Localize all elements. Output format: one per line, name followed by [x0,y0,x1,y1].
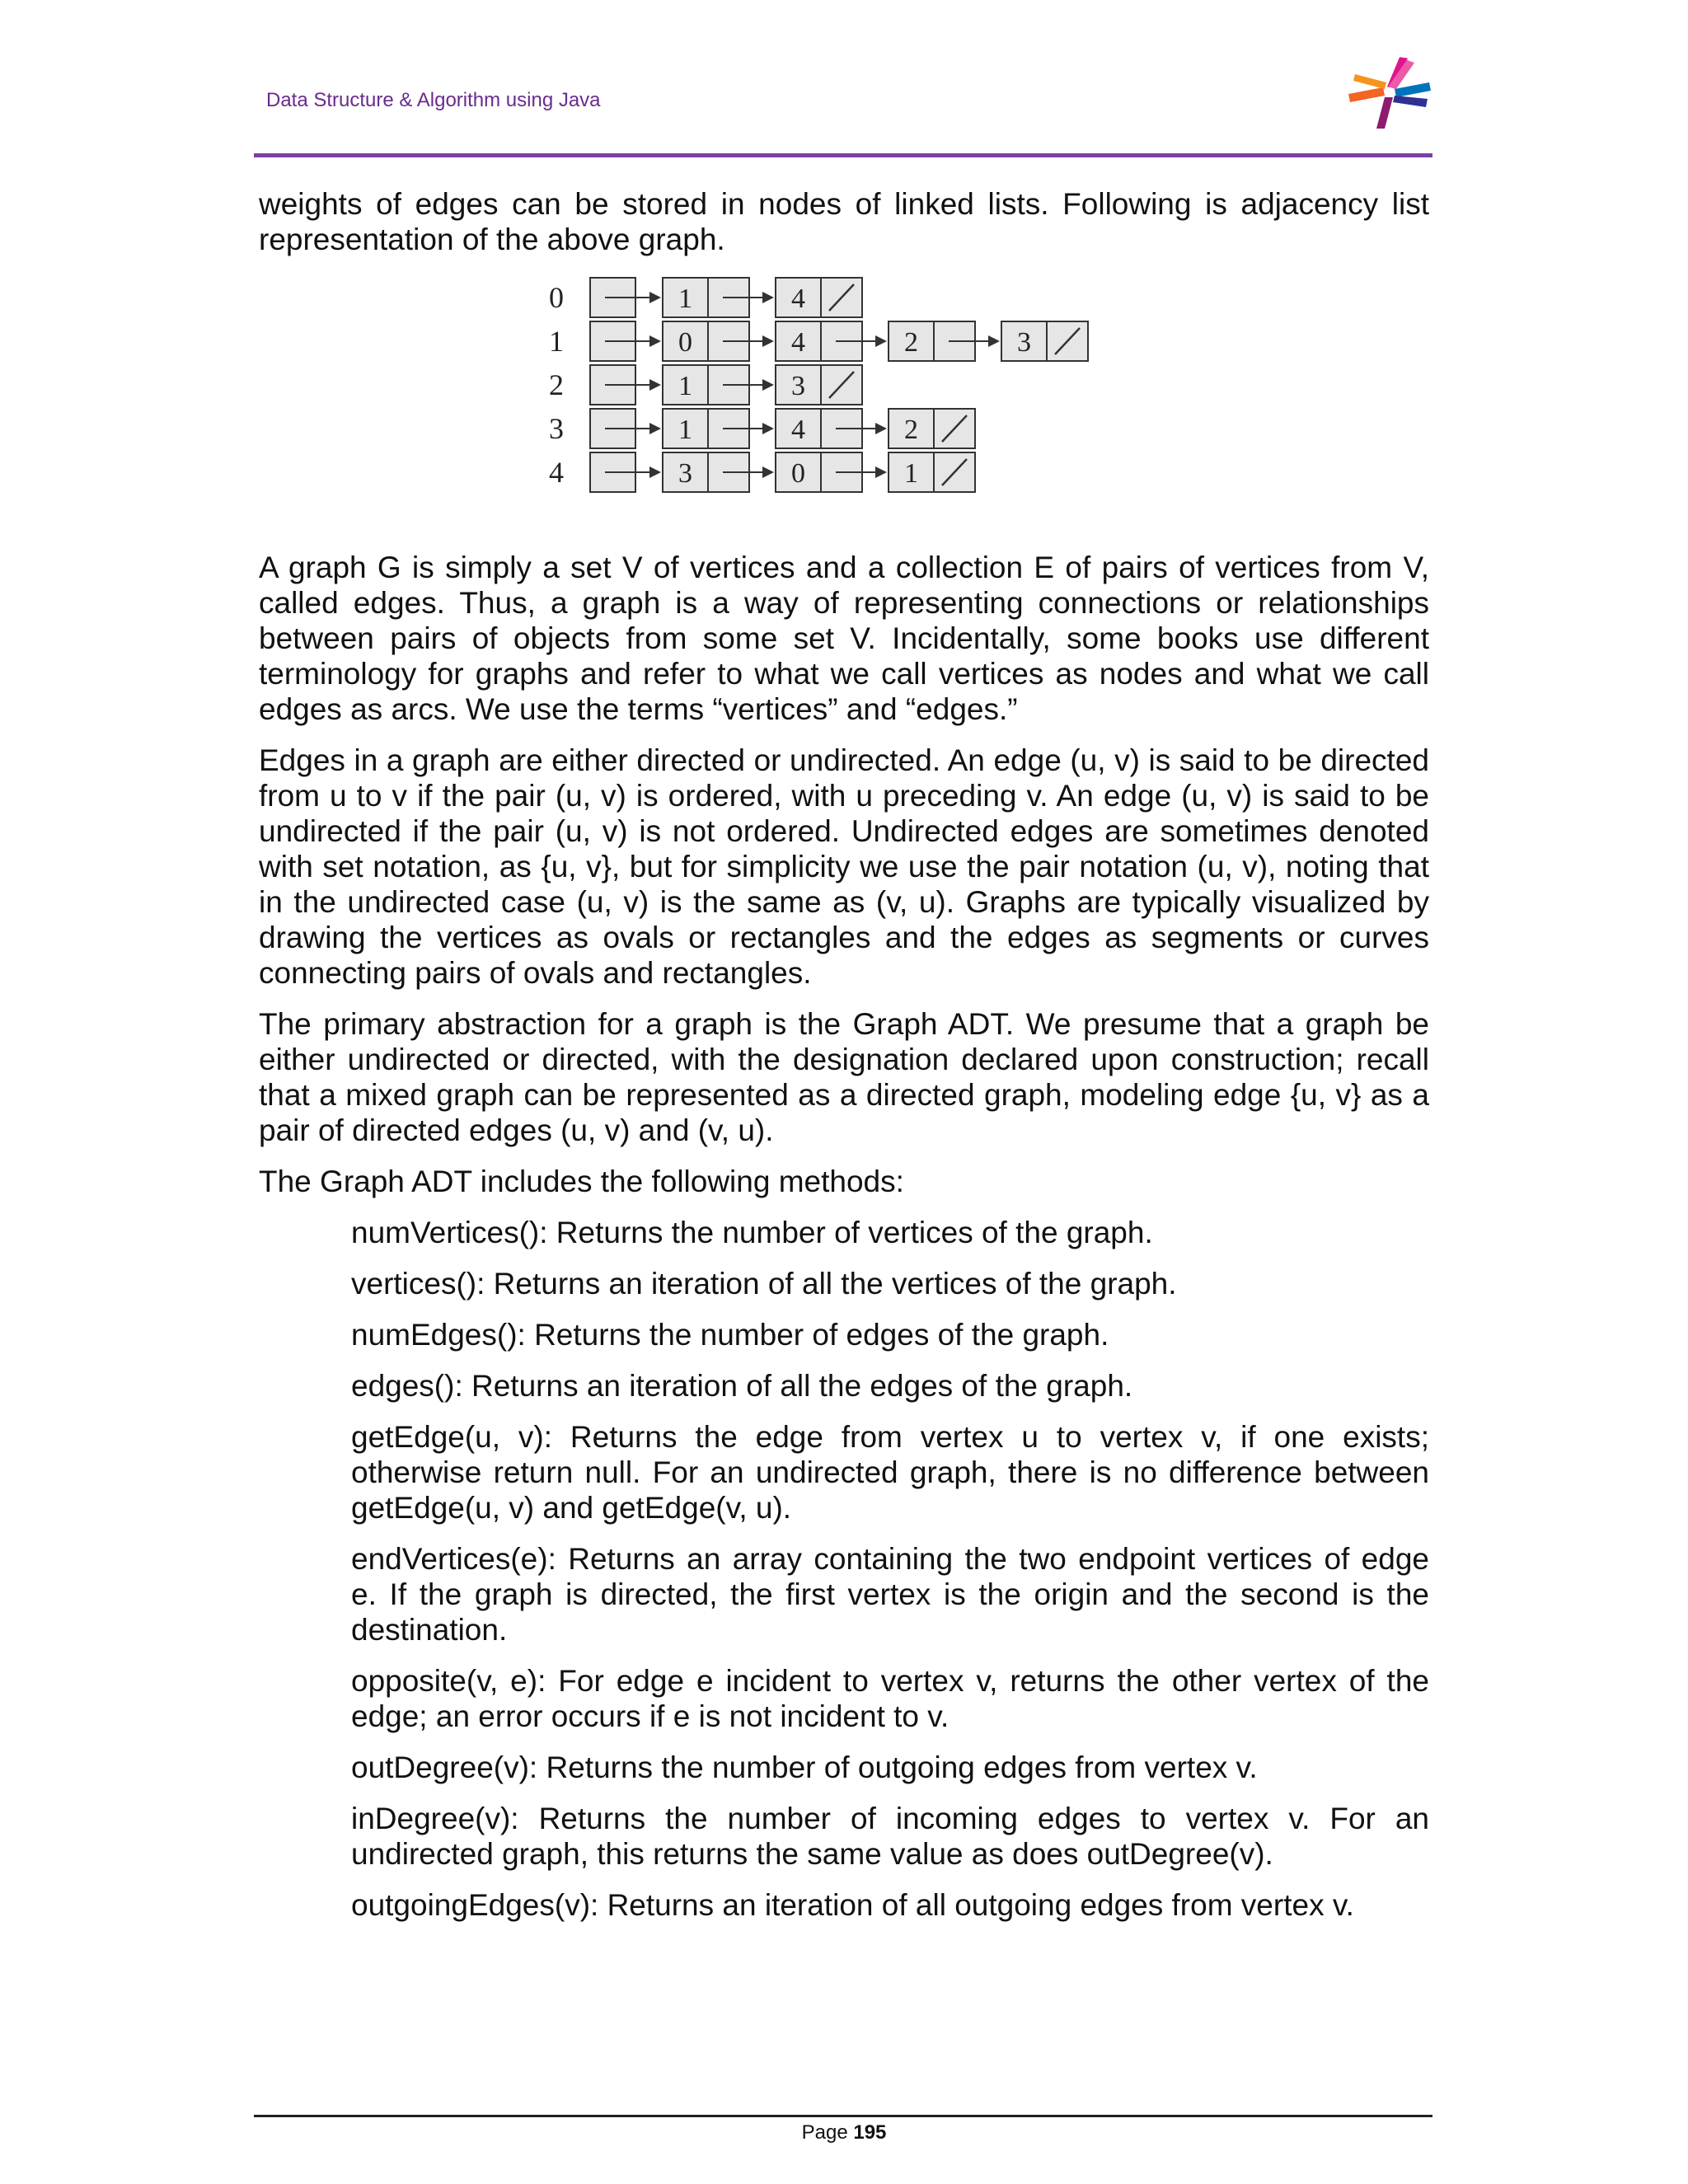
header-rule [254,153,1432,157]
pointer-arrowhead [762,335,774,347]
logo-petal [1393,96,1428,107]
method-numvertices: numVertices(): Returns the number of vertices of the graph. [351,1216,1153,1249]
method-outgoingedges: outgoingEdges(v): Returns an iteration of all outgoing edges from vertex v. [351,1888,1354,1922]
paragraph-methods-intro: The Graph ADT includes the following methods: [259,1165,904,1198]
pointer-arrowhead [649,292,661,303]
header-title: Data Structure & Algorithm using Java [266,89,601,111]
publisher-logo [1342,51,1437,134]
node-value: 1 [678,284,692,314]
page-label: Page [801,2121,848,2144]
page-content [259,186,1429,1938]
vertex-label: 3 [549,412,564,445]
pointer-arrowhead [875,423,887,434]
method-vertices: vertices(): Returns an iteration of all the vertices of the graph. [351,1267,1177,1301]
pointer-arrowhead [649,335,661,347]
node-value: 3 [791,371,805,401]
pointer-arrowhead [875,335,887,347]
pointer-arrowhead [875,466,887,478]
pointer-arrowhead [649,379,661,391]
logo-petal [1353,74,1386,89]
method-endvertices: endVertices(e): Returns an array containing the two endpoint vertices of edge e. If the graph is directed, the first vertex is the origin and the second is the destination. [351,1542,1429,1647]
pointer-arrowhead [762,292,774,303]
vertex-label: 4 [549,456,564,489]
vertex-label: 2 [549,368,564,401]
method-edges: edges(): Returns an iteration of all the edges of the graph. [351,1369,1133,1403]
node-value: 1 [678,371,692,401]
node-value: 0 [791,458,805,489]
footer-rule [254,2115,1432,2117]
logo-petal [1376,97,1393,129]
adjacency-list-diagram [549,273,1142,520]
vertex-label: 1 [549,325,564,358]
logo-petal [1348,87,1385,102]
paragraph-graph-adt: The primary abstraction for a graph is the Graph ADT. We presume that a graph be either undirected or directed, with the designation declared upon construction; recall that a mixed graph can be represented as a directed graph, modeling edge {u, v} as a pair of directed edges (u, v) and (v, u). [259,1007,1429,1147]
method-opposite: opposite(v, e): For edge e incident to vertex v, returns the other vertex of the edge; an error occurs if e is not incident to v. [351,1664,1429,1733]
method-outdegree: outDegree(v): Returns the number of outgoing edges from vertex v. [351,1750,1258,1784]
node-value: 3 [1017,327,1031,358]
intro-paragraph: weights of edges can be stored in nodes of linked lists. Following is adjacency list representation of the above graph. [259,187,1429,256]
pointer-arrowhead [988,335,1000,347]
page-number [0,2121,1688,2144]
pointer-arrowhead [649,423,661,434]
paragraph-graph-definition: A graph G is simply a set V of vertices and a collection E of pairs of vertices from V, called edges. Thus, a graph is a way of representing connections or relationships between pairs of objects from some set V. Incidentally, some books use different terminology for graphs and refer to what we call vertices as nodes and what we call edges as arcs. We use the terms “vertices” and “edges.” [259,551,1429,726]
method-numedges: numEdges(): Returns the number of edges of the graph. [351,1318,1109,1352]
node-value: 2 [904,415,918,445]
node-value: 0 [678,327,692,358]
node-value: 4 [791,415,805,445]
node-value: 1 [678,415,692,445]
paragraph-edges: Edges in a graph are either directed or undirected. An edge (u, v) is said to be directed from u to v if the pair (u, v) is ordered, with u preceding v. An edge (u, v) is said to be undirected if the pair (u, v) is not ordered. Undirected edges are sometimes denoted with set notation, as {u, v}, but for simplicity we use the pair notation (u, v), noting that in the undirected case (u, v) is the same as (v, u). Graphs are typically visualized by drawing the vertices as ovals or rectangles and the edges as segments or curves connecting pairs of ovals and rectangles. [259,743,1429,990]
node-value: 2 [904,327,918,358]
pointer-arrowhead [762,423,774,434]
vertex-label: 0 [549,281,564,314]
node-value: 4 [791,284,805,314]
node-value: 4 [791,327,805,358]
pointer-arrowhead [762,379,774,391]
node-value: 1 [904,458,918,489]
method-getedge: getEdge(u, v): Returns the edge from vertex u to vertex v, if one exists; otherwise return null. For an undirected graph, there is no difference between getEdge(u, v) and getEdge(v, u). [351,1420,1429,1525]
pointer-arrowhead [762,466,774,478]
page-number-value: 195 [853,2121,887,2144]
method-indegree: inDegree(v): Returns the number of incoming edges to vertex v. For an undirected graph, this returns the same value as does outDegree(v). [351,1802,1429,1871]
pointer-arrowhead [649,466,661,478]
node-value: 3 [678,458,692,489]
logo-petal [1395,82,1431,97]
